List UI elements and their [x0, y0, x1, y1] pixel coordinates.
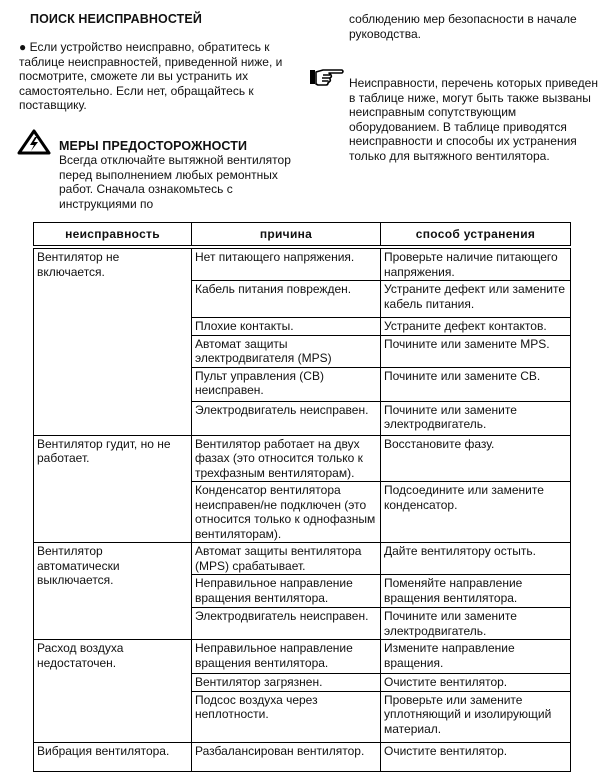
remedy-cell: Почините или замените электродвигатель.	[381, 608, 571, 640]
cause-cell: Нет питающего напряжения.	[192, 247, 381, 281]
remedy-cell: Почините или замените электродвигатель.	[381, 401, 571, 435]
table-row	[34, 435, 571, 482]
warning-title: МЕРЫ ПРЕДОСТОРОЖНОСТИ	[59, 139, 248, 153]
troubleshooting-table	[33, 222, 571, 772]
remedy-cell: Дайте вентилятору остыть.	[381, 543, 571, 575]
cause-cell: Электродвигатель неисправен.	[192, 401, 381, 435]
fault-cell: Вентилятор автоматически выключается.	[34, 543, 192, 640]
remedy-cell: Поменяйте направление вращения вентилятора.	[381, 575, 571, 608]
table-row	[34, 247, 571, 281]
header-cause: причина	[192, 223, 381, 248]
remedy-cell: Восстановите фазу.	[381, 435, 571, 482]
intro-paragraph	[19, 40, 304, 113]
header-remedy: способ устранения	[381, 223, 571, 248]
high-voltage-warning-icon	[17, 129, 51, 155]
warning-text-continuation: соблюдению мер безопасности в начале руководства.	[349, 12, 577, 41]
cause-cell: Вентилятор загрязнен.	[192, 674, 381, 692]
remedy-cell: Устраните дефект контактов.	[381, 318, 571, 336]
cause-cell: Подсос воздуха через неплотности.	[192, 691, 381, 742]
fault-cell: Расход воздуха недостаточен.	[34, 640, 192, 743]
cause-cell: Пульт управления (CB) неисправен.	[192, 367, 381, 401]
cause-cell: Неправильное направление вращения вентилятора.	[192, 640, 381, 674]
header-fault: неисправность	[34, 223, 192, 248]
note-text: Неисправности, перечень которых приведен в таблице ниже, могут быть также вызваны неисправным сопутствующим оборудованием. В таблице приводятся неисправности и способы их устранения только для вытяжного вентилятора.	[349, 76, 598, 163]
section-title: ПОИСК НЕИСПРАВНОСТЕЙ	[30, 12, 202, 26]
cause-cell: Кабель питания поврежден.	[192, 281, 381, 318]
fault-cell: Вентилятор не включается.	[34, 247, 192, 435]
cause-cell: Электродвигатель неисправен.	[192, 608, 381, 640]
remedy-cell: Подсоедините или замените конденсатор.	[381, 482, 571, 543]
cause-cell: Автомат защиты электродвигателя (MPS)	[192, 335, 381, 367]
cause-cell: Плохие контакты.	[192, 318, 381, 336]
remedy-cell: Измените направление вращения.	[381, 640, 571, 674]
cause-cell: Разбалансирован вентилятор.	[192, 742, 381, 771]
cause-cell: Вентилятор работает на двух фазах (это относится только к трехфазным вентиляторам).	[192, 435, 381, 482]
remedy-cell: Почините или замените CB.	[381, 367, 571, 401]
fault-cell: Вентилятор гудит, но не работает.	[34, 435, 192, 543]
table-row	[34, 640, 571, 674]
warning-text: Всегда отключайте вытяжной вентилятор перед выполнением любых ремонтных работ. Сначала ознакомьтесь с инструкциями по	[59, 153, 291, 211]
remedy-cell: Проверьте или замените уплотняющий и изолирующий материал.	[381, 691, 571, 742]
table-header-row	[34, 223, 571, 248]
table-row	[34, 543, 571, 575]
cause-cell: Неправильное направление вращения вентилятора.	[192, 575, 381, 608]
remedy-cell: Очистите вентилятор.	[381, 742, 571, 771]
pointing-hand-icon	[309, 67, 345, 87]
cause-cell: Автомат защиты вентилятора (MPS) срабатывает.	[192, 543, 381, 575]
cause-cell: Конденсатор вентилятора неисправен/не подключен (это относится только к однофазным вентиляторам).	[192, 482, 381, 543]
remedy-cell: Проверьте наличие питающего напряжения.	[381, 247, 571, 281]
fault-cell: Вибрация вентилятора.	[34, 742, 192, 771]
remedy-cell: Очистите вентилятор.	[381, 674, 571, 692]
bullet: ●	[19, 40, 27, 54]
intro-text: Если устройство неисправно, обратитесь к таблице неисправностей, приведенной ниже, и посмотрите, сможете ли вы устранить их самостоятельно. Если нет, обращайтесь к поставщику.	[19, 40, 283, 113]
remedy-cell: Почините или замените MPS.	[381, 335, 571, 367]
table-row	[34, 742, 571, 771]
remedy-cell: Устраните дефект или замените кабель питания.	[381, 281, 571, 318]
